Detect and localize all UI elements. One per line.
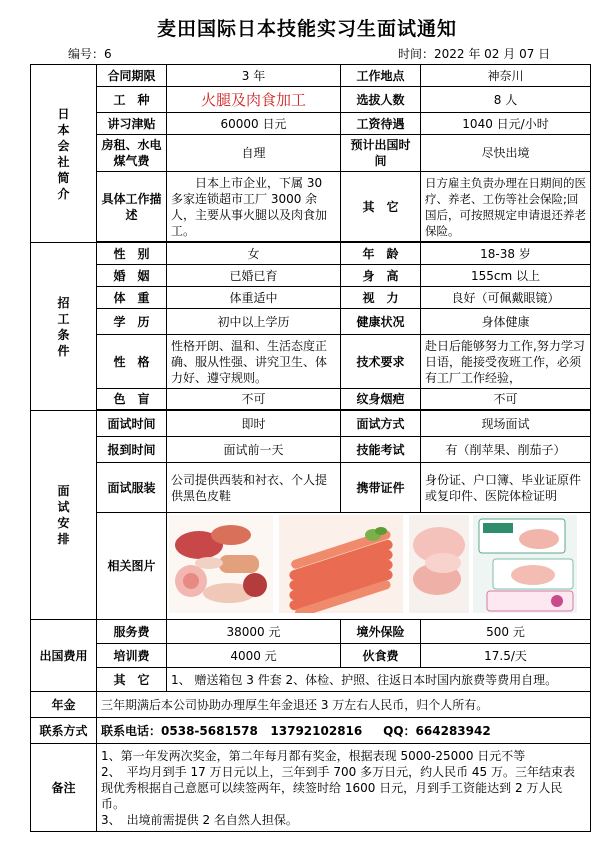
dress-label: 面试服装 <box>97 463 167 513</box>
marriage-label: 婚 姻 <box>97 265 167 287</box>
report-label: 报到时间 <box>97 437 167 463</box>
tattoo-label: 纹身烟疤 <box>341 389 421 410</box>
marriage-value: 已婚已育 <box>167 265 341 287</box>
section-fees: 出国费用 <box>31 620 97 692</box>
desc-value: 日本上市企业，下属 30 多家连锁超市工厂 3000 余人，主要从事火腿以及肉食加工。 <box>167 172 341 242</box>
test-value: 有（削苹果、削茄子） <box>421 437 591 463</box>
height-label: 身 高 <box>341 265 421 287</box>
company-other-value: 日方雇主负责办理在日期间的医疗、养老、工伤等社会保险;回国后，可按照规定申请退还养老保险。 <box>421 172 591 242</box>
phone-label: 联系电话： <box>101 723 162 738</box>
health-value: 身体健康 <box>421 309 591 335</box>
dress-value: 公司提供西装和衬衣、个人提供黑色皮鞋 <box>167 463 341 513</box>
location-label: 工作地点 <box>341 65 421 87</box>
section-recruit-label: 招 工 条 件 <box>57 295 70 358</box>
photos-label: 相关图片 <box>97 513 167 620</box>
weight-value: 体重适中 <box>167 287 341 309</box>
gender-label: 性 别 <box>97 243 167 265</box>
qq-number: 664283942 <box>415 723 491 738</box>
insurance-label: 境外保险 <box>341 620 421 644</box>
skill-value: 赴日后能够努力工作,努力学习日语，能接受夜班工作，必须有工厂工作经验， <box>421 335 591 389</box>
departure-label: 预计出国时间 <box>341 135 421 172</box>
edu-label: 学 历 <box>97 309 167 335</box>
phone-number-2: 13792102816 <box>270 723 363 738</box>
training-fee-label: 培训费 <box>97 644 167 668</box>
job-value: 火腿及肉食加工 <box>167 87 341 113</box>
wage-value: 1040 日元/小时 <box>421 113 591 135</box>
insurance-value: 500 元 <box>421 620 591 644</box>
departure-value: 尽快出境 <box>421 135 591 172</box>
phone-number-1: 0538-5681578 <box>161 723 258 738</box>
allowance-value: 60000 日元 <box>167 113 341 135</box>
docs-label: 携带证件 <box>341 463 421 513</box>
photo-strip <box>169 515 577 613</box>
skill-label: 技术要求 <box>341 335 421 389</box>
serial-number: 编号：6 <box>68 47 112 61</box>
section-notes: 备注 <box>31 744 97 832</box>
colorblind-value: 不可 <box>167 389 341 410</box>
character-value: 性格开朗、温和、生活态度正确、服从性强、讲究卫生、体力好、遵守规则。 <box>167 335 341 389</box>
ham-assortment-photo <box>169 515 273 613</box>
service-fee-label: 服务费 <box>97 620 167 644</box>
company-other-label: 其 它 <box>341 172 421 242</box>
docs-value: 身份证、户口簿、毕业证原件或复印件、医院体检证明 <box>421 463 591 513</box>
contract-label: 合同期限 <box>97 65 167 87</box>
colorblind-label: 色 盲 <box>97 389 167 410</box>
location-value: 神奈川 <box>421 65 591 87</box>
packaged-ham-photo <box>473 515 577 613</box>
training-fee-value: 4000 元 <box>167 644 341 668</box>
vision-label: 视 力 <box>341 287 421 309</box>
section-pension: 年金 <box>31 692 97 718</box>
gender-value: 女 <box>167 243 341 265</box>
weight-label: 体 重 <box>97 287 167 309</box>
section-interview-label: 面 试 安 排 <box>57 484 70 546</box>
count-value: 8 人 <box>421 87 591 113</box>
fees-other-label: 其 它 <box>97 668 167 692</box>
service-fee-value: 38000 元 <box>167 620 341 644</box>
edu-value: 初中以上学历 <box>167 309 341 335</box>
test-label: 技能考试 <box>341 437 421 463</box>
vision-value: 良好（可佩戴眼镜） <box>421 287 591 309</box>
qq-label: QQ： <box>383 723 416 738</box>
note-1: 1、第一年发两次奖金，第二年每月都有奖金，根据表现 5000-25000 日元不等 <box>101 748 526 763</box>
desc-label: 具体工作描述 <box>97 172 167 242</box>
section-company-label: 日 本 会 社 简 介 <box>57 106 70 201</box>
health-label: 健康状况 <box>341 309 421 335</box>
note-3: 3、 出境前需提供 2 名自然人担保。 <box>101 812 298 827</box>
wage-label: 工资待遇 <box>341 113 421 135</box>
character-label: 性 格 <box>97 335 167 389</box>
age-label: 年 龄 <box>341 243 421 265</box>
rent-value: 自理 <box>167 135 341 172</box>
meal-fee-label: 伙食费 <box>341 644 421 668</box>
age-value: 18-38 岁 <box>421 243 591 265</box>
height-value: 155cm 以上 <box>421 265 591 287</box>
sausage-photo <box>279 515 403 613</box>
section-company <box>31 65 97 243</box>
meal-fee-value: 17.5/天 <box>421 644 591 668</box>
sliced-ham-photo <box>409 515 469 613</box>
count-label: 选拔人数 <box>341 87 421 113</box>
section-interview <box>31 411 97 620</box>
interview-method-value: 现场面试 <box>421 411 591 437</box>
interview-time-label: 面试时间 <box>97 411 167 437</box>
notice-table <box>30 64 591 832</box>
interview-time-value: 即时 <box>167 411 341 437</box>
section-recruit <box>31 243 97 411</box>
fees-other-value: 1、 赠送箱包 3 件套 2、体检、护照、往返日本时国内旅费等费用自理。 <box>167 668 591 692</box>
contract-value: 3 年 <box>167 65 341 87</box>
note-2: 2、 平均月到手 17 万日元以上，三年到手 700 多万日元，约人民币 45 万。三年结束表现优秀根据自己意愿可以续签两年，续签时给 1600 日元，月到手工资能达到 2 万人民币。 <box>101 764 575 811</box>
pension-value: 三年期满后本公司协助办理厚生年金退还 3 万左右人民币，归个人所有。 <box>97 692 591 718</box>
tattoo-value: 不可 <box>421 389 591 410</box>
rent-label: 房租、水电煤气费 <box>97 135 167 172</box>
report-value: 面试前一天 <box>167 437 341 463</box>
section-contact: 联系方式 <box>31 718 97 744</box>
notice-date: 时间：2022 年 02 月 07 日 <box>398 47 551 61</box>
interview-method-label: 面试方式 <box>341 411 421 437</box>
page-title: 麦田国际日本技能实习生面试通知 <box>156 18 457 40</box>
job-label: 工 种 <box>97 87 167 113</box>
allowance-label: 讲习津贴 <box>97 113 167 135</box>
